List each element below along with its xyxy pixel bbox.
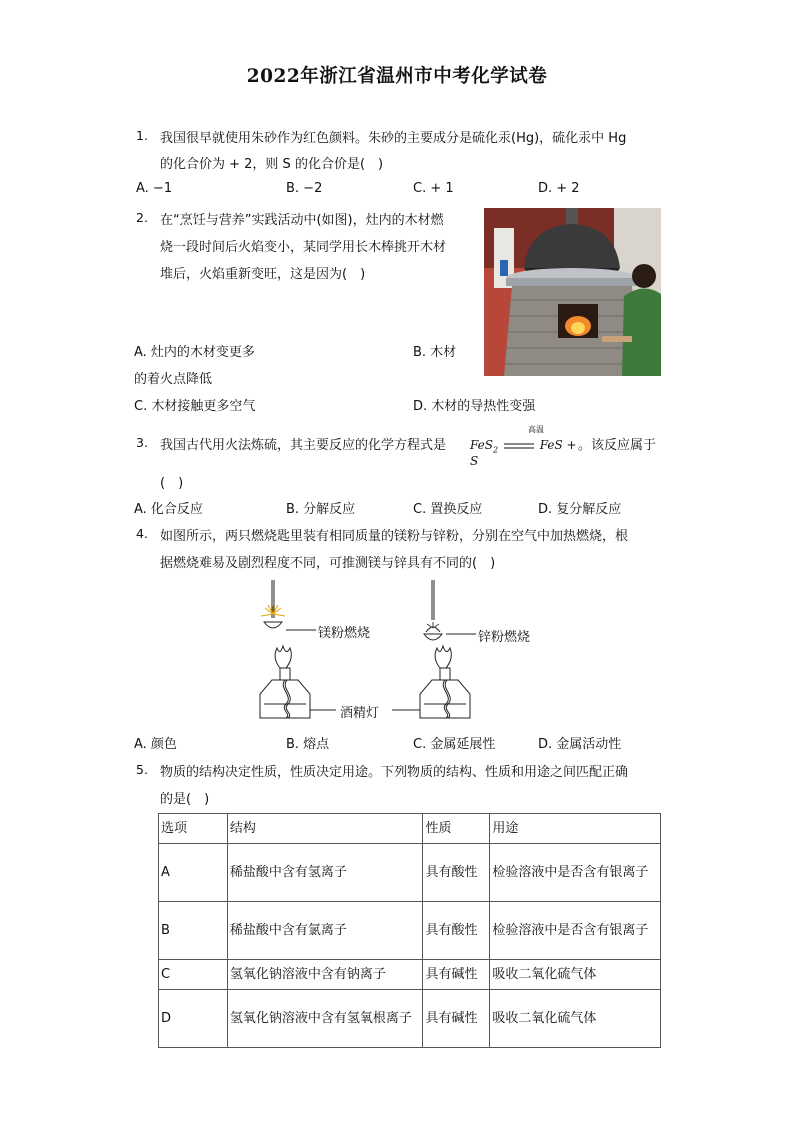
table-cell: 稀盐酸中含有氯离子 — [227, 902, 423, 960]
option-d[interactable]: D. 复分解反应 — [538, 502, 622, 517]
question-text-line: 烧一段时间后火焰变小，某同学用长木棒挑开木材 — [160, 240, 447, 255]
chemical-equation — [470, 425, 580, 469]
option-a[interactable]: A. 颜色 — [134, 737, 177, 752]
option-d[interactable]: D. 木材的导热性变强 — [413, 399, 536, 414]
table-cell-option: A — [159, 844, 228, 902]
reaction-condition: 高温 — [528, 425, 544, 434]
table-cell: 具有酸性 — [423, 844, 490, 902]
table-row — [159, 844, 661, 902]
table-cell: 稀盐酸中含有氢离子 — [227, 844, 423, 902]
option-b[interactable]: B. −2 — [286, 181, 323, 196]
option-b-continued: 的着火点降低 — [134, 372, 213, 387]
question-text-line: 的化合价为 + 2，则 S 的化合价是( ) — [160, 157, 384, 172]
label-magnesium-burning: 镁粉燃烧 — [318, 626, 371, 641]
table-header-cell: 用途 — [490, 814, 661, 844]
table-row — [159, 960, 661, 990]
table-cell-option: B — [159, 902, 228, 960]
option-c[interactable]: C. 木材接触更多空气 — [134, 399, 256, 414]
question-text-line: ( ) — [160, 476, 184, 491]
option-d[interactable]: D. + 2 — [538, 181, 580, 196]
table-header-cell: 性质 — [423, 814, 490, 844]
page-title: 2022年浙江省温州市中考化学试卷 — [246, 66, 548, 87]
table-cell: 具有碱性 — [423, 960, 490, 990]
question-text-line: 的是( ) — [160, 792, 210, 807]
table-cell: 氢氧化钠溶液中含有氢氧根离子 — [227, 990, 423, 1048]
stove-photo-image — [484, 208, 661, 376]
subscript: 2 — [493, 445, 499, 455]
table-header-row — [159, 814, 661, 844]
stove-photo — [484, 208, 661, 376]
reactant: FeS — [470, 438, 493, 452]
table-row — [159, 990, 661, 1048]
table-cell: 具有酸性 — [423, 902, 490, 960]
question-number: 2. — [136, 210, 148, 225]
table-header-cell: 结构 — [227, 814, 423, 844]
table-cell-option: D — [159, 990, 228, 1048]
table-cell: 氢氧化钠溶液中含有钠离子 — [227, 960, 423, 990]
question-text-line: 我国古代用火法炼硫，其主要反应的化学方程式是 — [160, 438, 447, 453]
apparatus-drawing — [250, 578, 550, 730]
table-cell: 吸收二氧化硫气体 — [490, 990, 661, 1048]
option-c[interactable]: C. 置换反应 — [413, 502, 483, 517]
equals-arrow — [502, 441, 536, 451]
table-row — [159, 902, 661, 960]
table-cell: 吸收二氧化硫气体 — [490, 960, 661, 990]
question-number: 3. — [136, 435, 148, 450]
products: FeS + S — [470, 438, 577, 469]
option-d[interactable]: D. 金属活动性 — [538, 737, 622, 752]
table-cell: 具有碱性 — [423, 990, 490, 1048]
question-number: 1. — [136, 128, 148, 143]
option-a[interactable]: A. −1 — [136, 181, 173, 196]
option-b[interactable]: B. 木材 — [413, 345, 457, 360]
table-cell: 检验溶液中是否含有银离子 — [490, 902, 661, 960]
question-text-line: 堆后，火焰重新变旺，这是因为( ) — [160, 267, 366, 282]
question-text-line: 在“烹饪与营养”实践活动中(如图)，灶内的木材燃 — [160, 213, 444, 228]
question-number: 4. — [136, 526, 148, 541]
option-c[interactable]: C. + 1 — [413, 181, 454, 196]
question-number: 5. — [136, 762, 148, 777]
table-cell-option: C — [159, 960, 228, 990]
question-text-line: 物质的结构决定性质，性质决定用途。下列物质的结构、性质和用途之间匹配正确 — [160, 765, 629, 780]
label-zinc-burning: 锌粉燃烧 — [478, 630, 531, 645]
answer-table — [158, 813, 661, 1048]
table-cell: 检验溶液中是否含有银离子 — [490, 844, 661, 902]
label-alcohol-lamp: 酒精灯 — [340, 706, 380, 721]
question-text-line: 如图所示，两只燃烧匙里装有相同质量的镁粉与锌粉，分别在空气中加热燃烧，根 — [160, 529, 629, 544]
option-a[interactable]: A. 化合反应 — [134, 502, 203, 517]
table-header-cell: 选项 — [159, 814, 228, 844]
question-text-line: 据燃烧难易及剧烈程度不同，可推测镁与锌具有不同的( ) — [160, 556, 496, 571]
option-c[interactable]: C. 金属延展性 — [413, 737, 496, 752]
option-b[interactable]: B. 分解反应 — [286, 502, 356, 517]
option-b[interactable]: B. 熔点 — [286, 737, 330, 752]
question-text-line: 。该反应属于 — [578, 438, 657, 453]
question-text-line: 我国很早就使用朱砂作为红色颜料。朱砂的主要成分是硫化汞(Hg)，硫化汞中 Hg — [160, 131, 627, 146]
option-a[interactable]: A. 灶内的木材变更多 — [134, 345, 255, 360]
combustion-diagram — [250, 578, 550, 730]
